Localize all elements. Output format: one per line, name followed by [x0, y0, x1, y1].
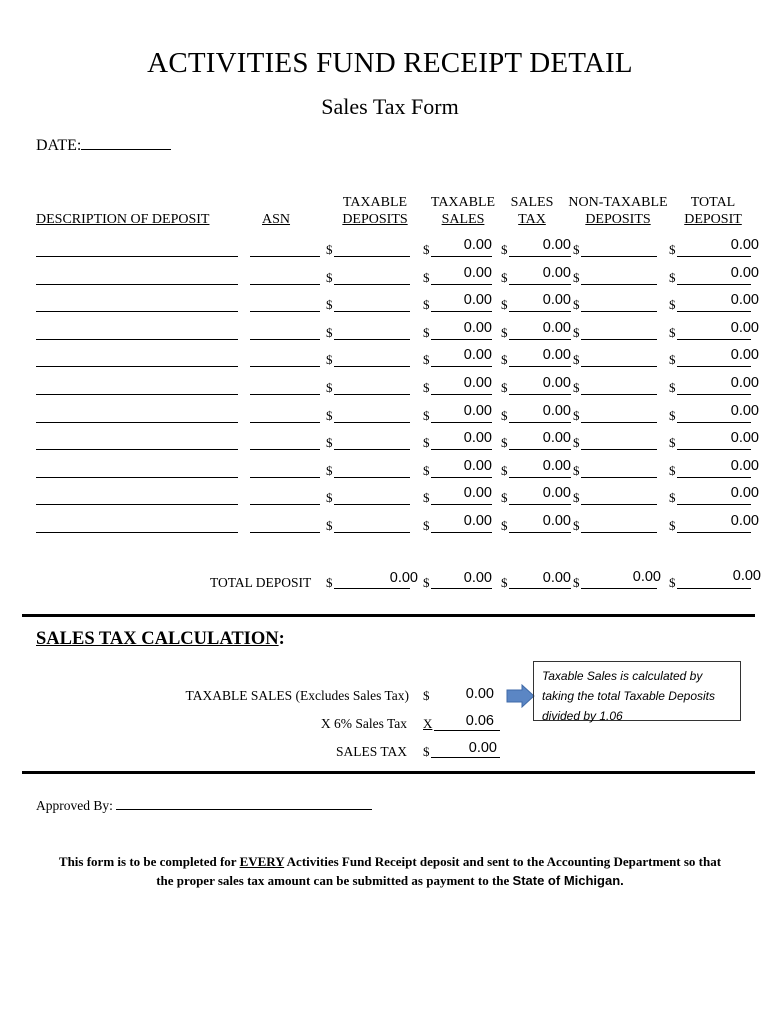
section-divider	[22, 771, 755, 774]
sales-tax-value: 0.00	[542, 264, 571, 281]
currency-symbol: $	[423, 462, 430, 478]
total-non-taxable-line[interactable]	[581, 588, 657, 589]
currency-symbol: $	[573, 435, 580, 451]
page-title: ACTIVITIES FUND RECEIPT DETAIL	[147, 47, 633, 79]
header-sales-tax: SALES TAX	[510, 195, 554, 227]
description-line[interactable]	[36, 366, 238, 367]
header-taxable-deposits: TAXABLE DEPOSITS	[342, 195, 408, 227]
arrow-right-icon	[506, 684, 536, 708]
total-deposit-value: 0.00	[730, 513, 759, 529]
taxable-sales-line[interactable]	[431, 394, 492, 395]
currency-symbol: $	[326, 407, 333, 423]
date-field[interactable]	[36, 136, 171, 155]
sales-tax-calc-value: 0.00	[468, 740, 497, 756]
total-deposit-label: TOTAL DEPOSIT	[210, 575, 312, 590]
currency-symbol: $	[501, 407, 508, 423]
description-line[interactable]	[36, 311, 238, 312]
non-taxable-line[interactable]	[581, 477, 657, 478]
section-divider	[22, 614, 755, 617]
taxable-deposits-line[interactable]	[334, 284, 410, 285]
currency-symbol: $	[669, 352, 676, 368]
currency-symbol: $	[326, 324, 333, 340]
page-subtitle: Sales Tax Form	[321, 94, 459, 119]
taxable-sales-value: 0.00	[463, 292, 492, 309]
non-taxable-line[interactable]	[581, 366, 657, 367]
header-taxable-sales: TAXABLE SALES	[430, 195, 496, 227]
description-line[interactable]	[36, 422, 238, 423]
asn-line[interactable]	[250, 394, 320, 395]
total-deposit-line[interactable]	[677, 532, 751, 533]
sales-tax-line[interactable]	[509, 504, 571, 505]
currency-symbol: $	[423, 380, 430, 395]
header-total-deposit: TOTAL DEPOSIT	[684, 195, 742, 227]
currency-symbol: $	[573, 490, 580, 506]
asn-line[interactable]	[250, 256, 320, 257]
total-deposit-line[interactable]	[677, 339, 751, 340]
currency-symbol: $	[669, 407, 676, 423]
approved-by-label: Approved By:	[36, 798, 113, 813]
non-taxable-line[interactable]	[581, 504, 657, 505]
currency-symbol: $	[501, 435, 508, 451]
sales-tax-line[interactable]	[509, 339, 571, 340]
non-taxable-line[interactable]	[581, 339, 657, 340]
non-taxable-line[interactable]	[581, 394, 657, 395]
currency-symbol: $	[573, 518, 580, 533]
approved-by-line[interactable]	[116, 799, 372, 810]
description-line[interactable]	[36, 532, 238, 533]
taxable-deposits-line[interactable]	[334, 311, 410, 312]
sales-tax-value: 0.00	[542, 292, 571, 309]
total-deposit-value: 0.00	[730, 375, 759, 391]
non-taxable-line[interactable]	[581, 284, 657, 285]
currency-symbol: $	[326, 462, 333, 478]
currency-symbol: $	[423, 407, 430, 423]
total-taxable-deposits-value: 0.00	[389, 570, 418, 586]
non-taxable-line[interactable]	[581, 532, 657, 533]
sales-tax-value: 0.00	[542, 347, 571, 364]
description-line[interactable]	[36, 477, 238, 478]
total-sales-tax-line[interactable]	[509, 588, 571, 589]
currency-symbol: $	[669, 575, 676, 590]
currency-symbol: $	[423, 242, 430, 257]
currency-symbol: $	[573, 242, 580, 257]
footer-every: EVERY	[239, 854, 285, 869]
currency-symbol: $	[501, 518, 508, 533]
taxable-sales-value: 0.00	[463, 264, 492, 281]
taxable-sales-line[interactable]	[431, 339, 492, 340]
calculation-note: Taxable Sales is calculated by taking the total Taxable Deposits divided by 1.06	[533, 661, 741, 721]
total-deposit-value: 0.00	[730, 430, 759, 447]
asn-line[interactable]	[250, 449, 320, 450]
total-deposit-value: 0.00	[730, 292, 759, 309]
date-label: DATE:	[36, 137, 82, 154]
taxable-sales-value: 0.00	[463, 402, 492, 419]
total-deposit-value: 0.00	[730, 457, 759, 474]
non-taxable-line[interactable]	[581, 422, 657, 423]
total-deposit-line[interactable]	[677, 422, 751, 423]
currency-symbol: $	[423, 297, 430, 313]
sales-tax-value: 0.00	[542, 485, 571, 502]
tax-rate-value: 0.06	[465, 713, 494, 729]
currency-symbol: $	[669, 380, 676, 395]
total-deposit-line[interactable]	[677, 256, 751, 257]
sales-tax-line[interactable]	[509, 532, 571, 533]
total-taxable-sales-line[interactable]	[431, 588, 492, 589]
sales-tax-value: 0.00	[542, 237, 571, 253]
currency-symbol: $	[573, 297, 580, 313]
currency-symbol: $	[501, 324, 508, 340]
currency-symbol: $	[423, 352, 430, 368]
currency-symbol: $	[423, 575, 430, 590]
total-deposit-line[interactable]	[677, 504, 751, 505]
taxable-sales-calc-value: 0.00	[465, 686, 494, 702]
footer-instructions: This form is to be completed for EVERY Activities Fund Receipt deposit and sent to the Accounting Department so that the proper sales tax amount can be submitted as payment to the State of Michigan.	[58, 854, 722, 888]
sales-tax-line[interactable]	[509, 422, 571, 423]
taxable-sales-value: 0.00	[463, 347, 492, 364]
asn-line[interactable]	[250, 532, 320, 533]
description-line[interactable]	[36, 284, 238, 285]
currency-symbol: $	[573, 462, 580, 478]
calculation-heading: SALES TAX CALCULATION:	[36, 629, 285, 649]
sales-tax-calc-line[interactable]	[431, 757, 500, 758]
taxable-sales-line[interactable]	[431, 504, 492, 505]
asn-line[interactable]	[250, 477, 320, 478]
currency-symbol: $	[326, 380, 333, 395]
header-non-taxable-deposits: NON-TAXABLE DEPOSITS	[568, 195, 668, 227]
total-deposit-value: 0.00	[730, 319, 759, 336]
currency-symbol: $	[423, 324, 430, 340]
sales-tax-line[interactable]	[509, 311, 571, 312]
currency-symbol: $	[573, 269, 580, 285]
sales-tax-value: 0.00	[542, 375, 571, 391]
total-deposit-value: 0.00	[730, 237, 759, 253]
currency-symbol: $	[326, 575, 333, 590]
currency-symbol: $	[573, 352, 580, 368]
taxable-sales-symbol: $	[423, 688, 430, 703]
taxable-sales-value: 0.00	[463, 513, 492, 529]
tax-rate-line[interactable]	[434, 730, 500, 731]
tax-rate-symbol: X	[423, 716, 433, 731]
total-deposit-value: 0.00	[730, 347, 759, 364]
total-total-deposit-line[interactable]	[677, 588, 751, 589]
taxable-sales-value: 0.00	[463, 485, 492, 502]
sales-tax-calc-label: SALES TAX	[335, 744, 407, 759]
tax-rate-label: X 6% Sales Tax	[320, 716, 407, 731]
currency-symbol: $	[501, 352, 508, 368]
sales-tax-value: 0.00	[542, 319, 571, 336]
sales-tax-line[interactable]	[509, 449, 571, 450]
total-taxable-deposits-line[interactable]	[334, 588, 410, 589]
currency-symbol: $	[326, 297, 333, 313]
total-deposit-value: 0.00	[730, 402, 759, 419]
taxable-sales-line[interactable]	[431, 256, 492, 257]
non-taxable-line[interactable]	[581, 256, 657, 257]
total-total-deposit-value: 0.00	[732, 568, 761, 584]
currency-symbol: $	[573, 575, 580, 590]
date-input-line[interactable]	[81, 136, 171, 150]
description-line[interactable]	[36, 504, 238, 505]
total-non-taxable-value: 0.00	[632, 569, 661, 585]
description-line[interactable]	[36, 394, 238, 395]
currency-symbol: $	[501, 575, 508, 590]
currency-symbol: $	[669, 462, 676, 478]
taxable-deposits-line[interactable]	[334, 477, 410, 478]
sales-tax-value: 0.00	[542, 513, 571, 529]
taxable-sales-line[interactable]	[431, 449, 492, 450]
total-deposit-value: 0.00	[730, 264, 759, 281]
total-deposit-line[interactable]	[677, 394, 751, 395]
taxable-sales-line[interactable]	[431, 311, 492, 312]
currency-symbol: $	[669, 435, 676, 451]
sales-tax-value: 0.00	[542, 430, 571, 447]
sales-tax-calc-symbol: $	[423, 744, 430, 759]
sales-tax-line[interactable]	[509, 256, 571, 257]
total-deposit-line[interactable]	[677, 449, 751, 450]
taxable-sales-line[interactable]	[431, 284, 492, 285]
asn-line[interactable]	[250, 311, 320, 312]
header-asn: ASN	[262, 212, 291, 227]
currency-symbol: $	[326, 352, 333, 368]
currency-symbol: $	[326, 518, 333, 533]
taxable-sales-value: 0.00	[463, 457, 492, 474]
taxable-sales-value: 0.00	[463, 319, 492, 336]
currency-symbol: $	[326, 242, 333, 257]
taxable-sales-line[interactable]	[431, 366, 492, 367]
currency-symbol: $	[423, 269, 430, 285]
total-deposit-value: 0.00	[730, 485, 759, 502]
currency-symbol: $	[326, 490, 333, 506]
taxable-sales-value: 0.00	[463, 375, 492, 391]
currency-symbol: $	[423, 518, 430, 533]
currency-symbol: $	[669, 324, 676, 340]
taxable-sales-line[interactable]	[431, 422, 492, 423]
currency-symbol: $	[501, 242, 508, 257]
taxable-sales-line[interactable]	[431, 477, 492, 478]
total-taxable-sales-value: 0.00	[463, 570, 492, 586]
currency-symbol: $	[501, 297, 508, 313]
header-description: DESCRIPTION OF DEPOSIT	[36, 212, 210, 227]
currency-symbol: $	[501, 269, 508, 285]
taxable-deposits-line[interactable]	[334, 256, 410, 257]
currency-symbol: $	[669, 490, 676, 506]
approved-by-field[interactable]	[36, 798, 372, 814]
total-deposit-line[interactable]	[677, 366, 751, 367]
taxable-sales-label: TAXABLE SALES (Excludes Sales Tax)	[185, 688, 409, 703]
taxable-deposits-line[interactable]	[334, 394, 410, 395]
total-sales-tax-value: 0.00	[542, 570, 571, 586]
sales-tax-line[interactable]	[509, 284, 571, 285]
currency-symbol: $	[423, 490, 430, 506]
total-deposit-line[interactable]	[677, 477, 751, 478]
asn-line[interactable]	[250, 504, 320, 505]
currency-symbol: $	[501, 490, 508, 506]
sales-tax-value: 0.00	[542, 402, 571, 419]
footer-state: State of Michigan.	[512, 873, 624, 888]
taxable-sales-line[interactable]	[431, 532, 492, 533]
currency-symbol: $	[669, 518, 676, 533]
asn-line[interactable]	[250, 284, 320, 285]
description-line[interactable]	[36, 449, 238, 450]
currency-symbol: $	[573, 407, 580, 423]
asn-line[interactable]	[250, 422, 320, 423]
currency-symbol: $	[501, 380, 508, 395]
taxable-deposits-line[interactable]	[334, 339, 410, 340]
currency-symbol: $	[669, 297, 676, 313]
taxable-deposits-line[interactable]	[334, 449, 410, 450]
currency-symbol: $	[669, 269, 676, 285]
asn-line[interactable]	[250, 339, 320, 340]
currency-symbol: $	[573, 324, 580, 340]
currency-symbol: $	[326, 435, 333, 451]
currency-symbol: $	[573, 380, 580, 395]
total-deposit-line[interactable]	[677, 284, 751, 285]
non-taxable-line[interactable]	[581, 311, 657, 312]
asn-line[interactable]	[250, 366, 320, 367]
currency-symbol: $	[423, 435, 430, 451]
sales-tax-line[interactable]	[509, 366, 571, 367]
description-line[interactable]	[36, 339, 238, 340]
taxable-deposits-line[interactable]	[334, 366, 410, 367]
description-line[interactable]	[36, 256, 238, 257]
non-taxable-line[interactable]	[581, 449, 657, 450]
taxable-deposits-line[interactable]	[334, 504, 410, 505]
currency-symbol: $	[501, 462, 508, 478]
currency-symbol: $	[669, 242, 676, 257]
sales-tax-value: 0.00	[542, 457, 571, 474]
sales-tax-line[interactable]	[509, 394, 571, 395]
taxable-deposits-line[interactable]	[334, 532, 410, 533]
taxable-sales-value: 0.00	[463, 430, 492, 447]
taxable-deposits-line[interactable]	[334, 422, 410, 423]
taxable-sales-value: 0.00	[463, 237, 492, 253]
total-deposit-line[interactable]	[677, 311, 751, 312]
sales-tax-line[interactable]	[509, 477, 571, 478]
currency-symbol: $	[326, 269, 333, 285]
